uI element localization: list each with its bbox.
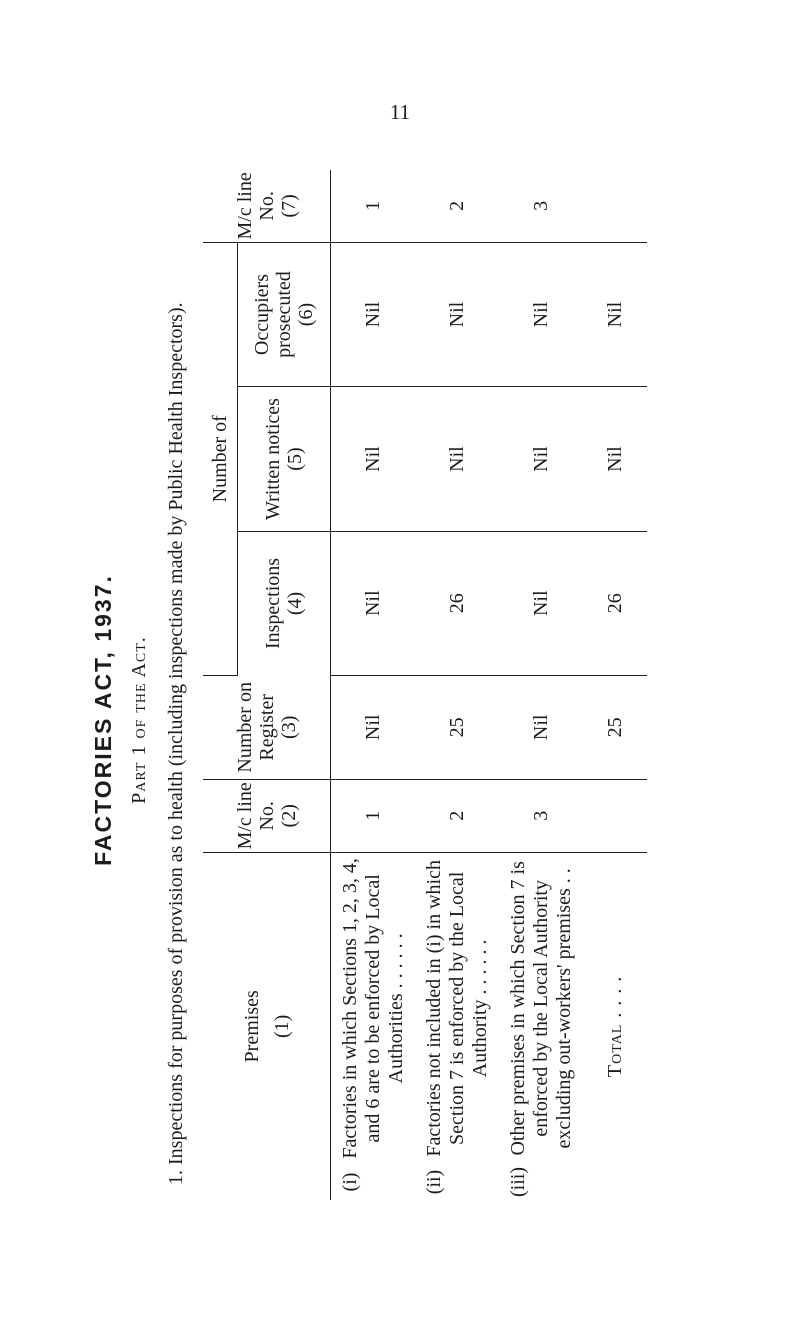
premises-cell: (iii) Other premises in which Section 7 is enforced by the Local Authority excluding out-workers' premises . . (506, 861, 575, 1197)
register-header: Number on Register (3) (203, 675, 331, 779)
mc-line-header: M/c line No. (2) (203, 779, 331, 852)
table-row (331, 170, 416, 1200)
total-label: Total . . . . (603, 975, 626, 1078)
premises-cell: (ii) Factories not included in (i) in which Section 7 is enforced by the Local Authority . . . . . . (422, 860, 491, 1195)
mc-line-right-cell: 3 (499, 170, 583, 242)
mc-line-right-cell (583, 170, 647, 242)
mc-line-cell: 1 (331, 779, 416, 852)
inspections-header: Inspections (4) (238, 531, 331, 675)
mc-line-cell (583, 779, 647, 852)
act-heading: FACTORIES ACT, 1937. (90, 574, 116, 866)
section-caption: 1. Inspections for purposes of provision as to health (including inspections made by Public Health Inspectors). (165, 302, 187, 1185)
inspections-cell: Nil (331, 531, 416, 675)
table-row (499, 170, 583, 1200)
occupiers-cell: Nil (499, 242, 583, 387)
total-inspections: 26 (583, 531, 647, 675)
mc-line-cell: 3 (499, 779, 583, 852)
mc-line-right-header: M/c line No. (7) (203, 170, 331, 242)
part-heading: Part 1 of the Act. (128, 636, 150, 804)
written-notices-cell: Nil (499, 387, 583, 532)
total-register: 25 (583, 675, 647, 779)
occupiers-cell: Nil (331, 242, 416, 387)
register-cell: Nil (499, 675, 583, 779)
written-notices-cell: Nil (331, 387, 416, 532)
page-number: 11 (389, 100, 411, 124)
total-occupiers: Nil (583, 242, 647, 387)
occupiers-header: Occupiers prosecuted (6) (238, 242, 331, 387)
register-cell: Nil (331, 675, 416, 779)
total-row (583, 170, 647, 1200)
inspections-cell: Nil (499, 531, 583, 675)
table-row (415, 170, 499, 1200)
written-notices-cell: Nil (415, 387, 499, 532)
total-written-notices: Nil (583, 387, 647, 532)
inspections-cell: 26 (415, 531, 499, 675)
premises-cell: (i) Factories in which Sections 1, 2, 3, 4, and 6 are to be enforced by Local Authorities . . . . . . (338, 858, 407, 1192)
number-of-group-header: Number of (203, 242, 238, 675)
mc-line-right-cell: 2 (415, 170, 499, 242)
occupiers-cell: Nil (415, 242, 499, 387)
premises-header: Premises (1) (203, 852, 331, 1200)
rotated-content (80, 160, 720, 1280)
written-notices-header: Written notices (5) (238, 387, 331, 532)
register-cell: 25 (415, 675, 499, 779)
mc-line-right-cell: 1 (331, 170, 416, 242)
mc-line-cell: 2 (415, 779, 499, 852)
inspections-table (203, 170, 647, 1200)
